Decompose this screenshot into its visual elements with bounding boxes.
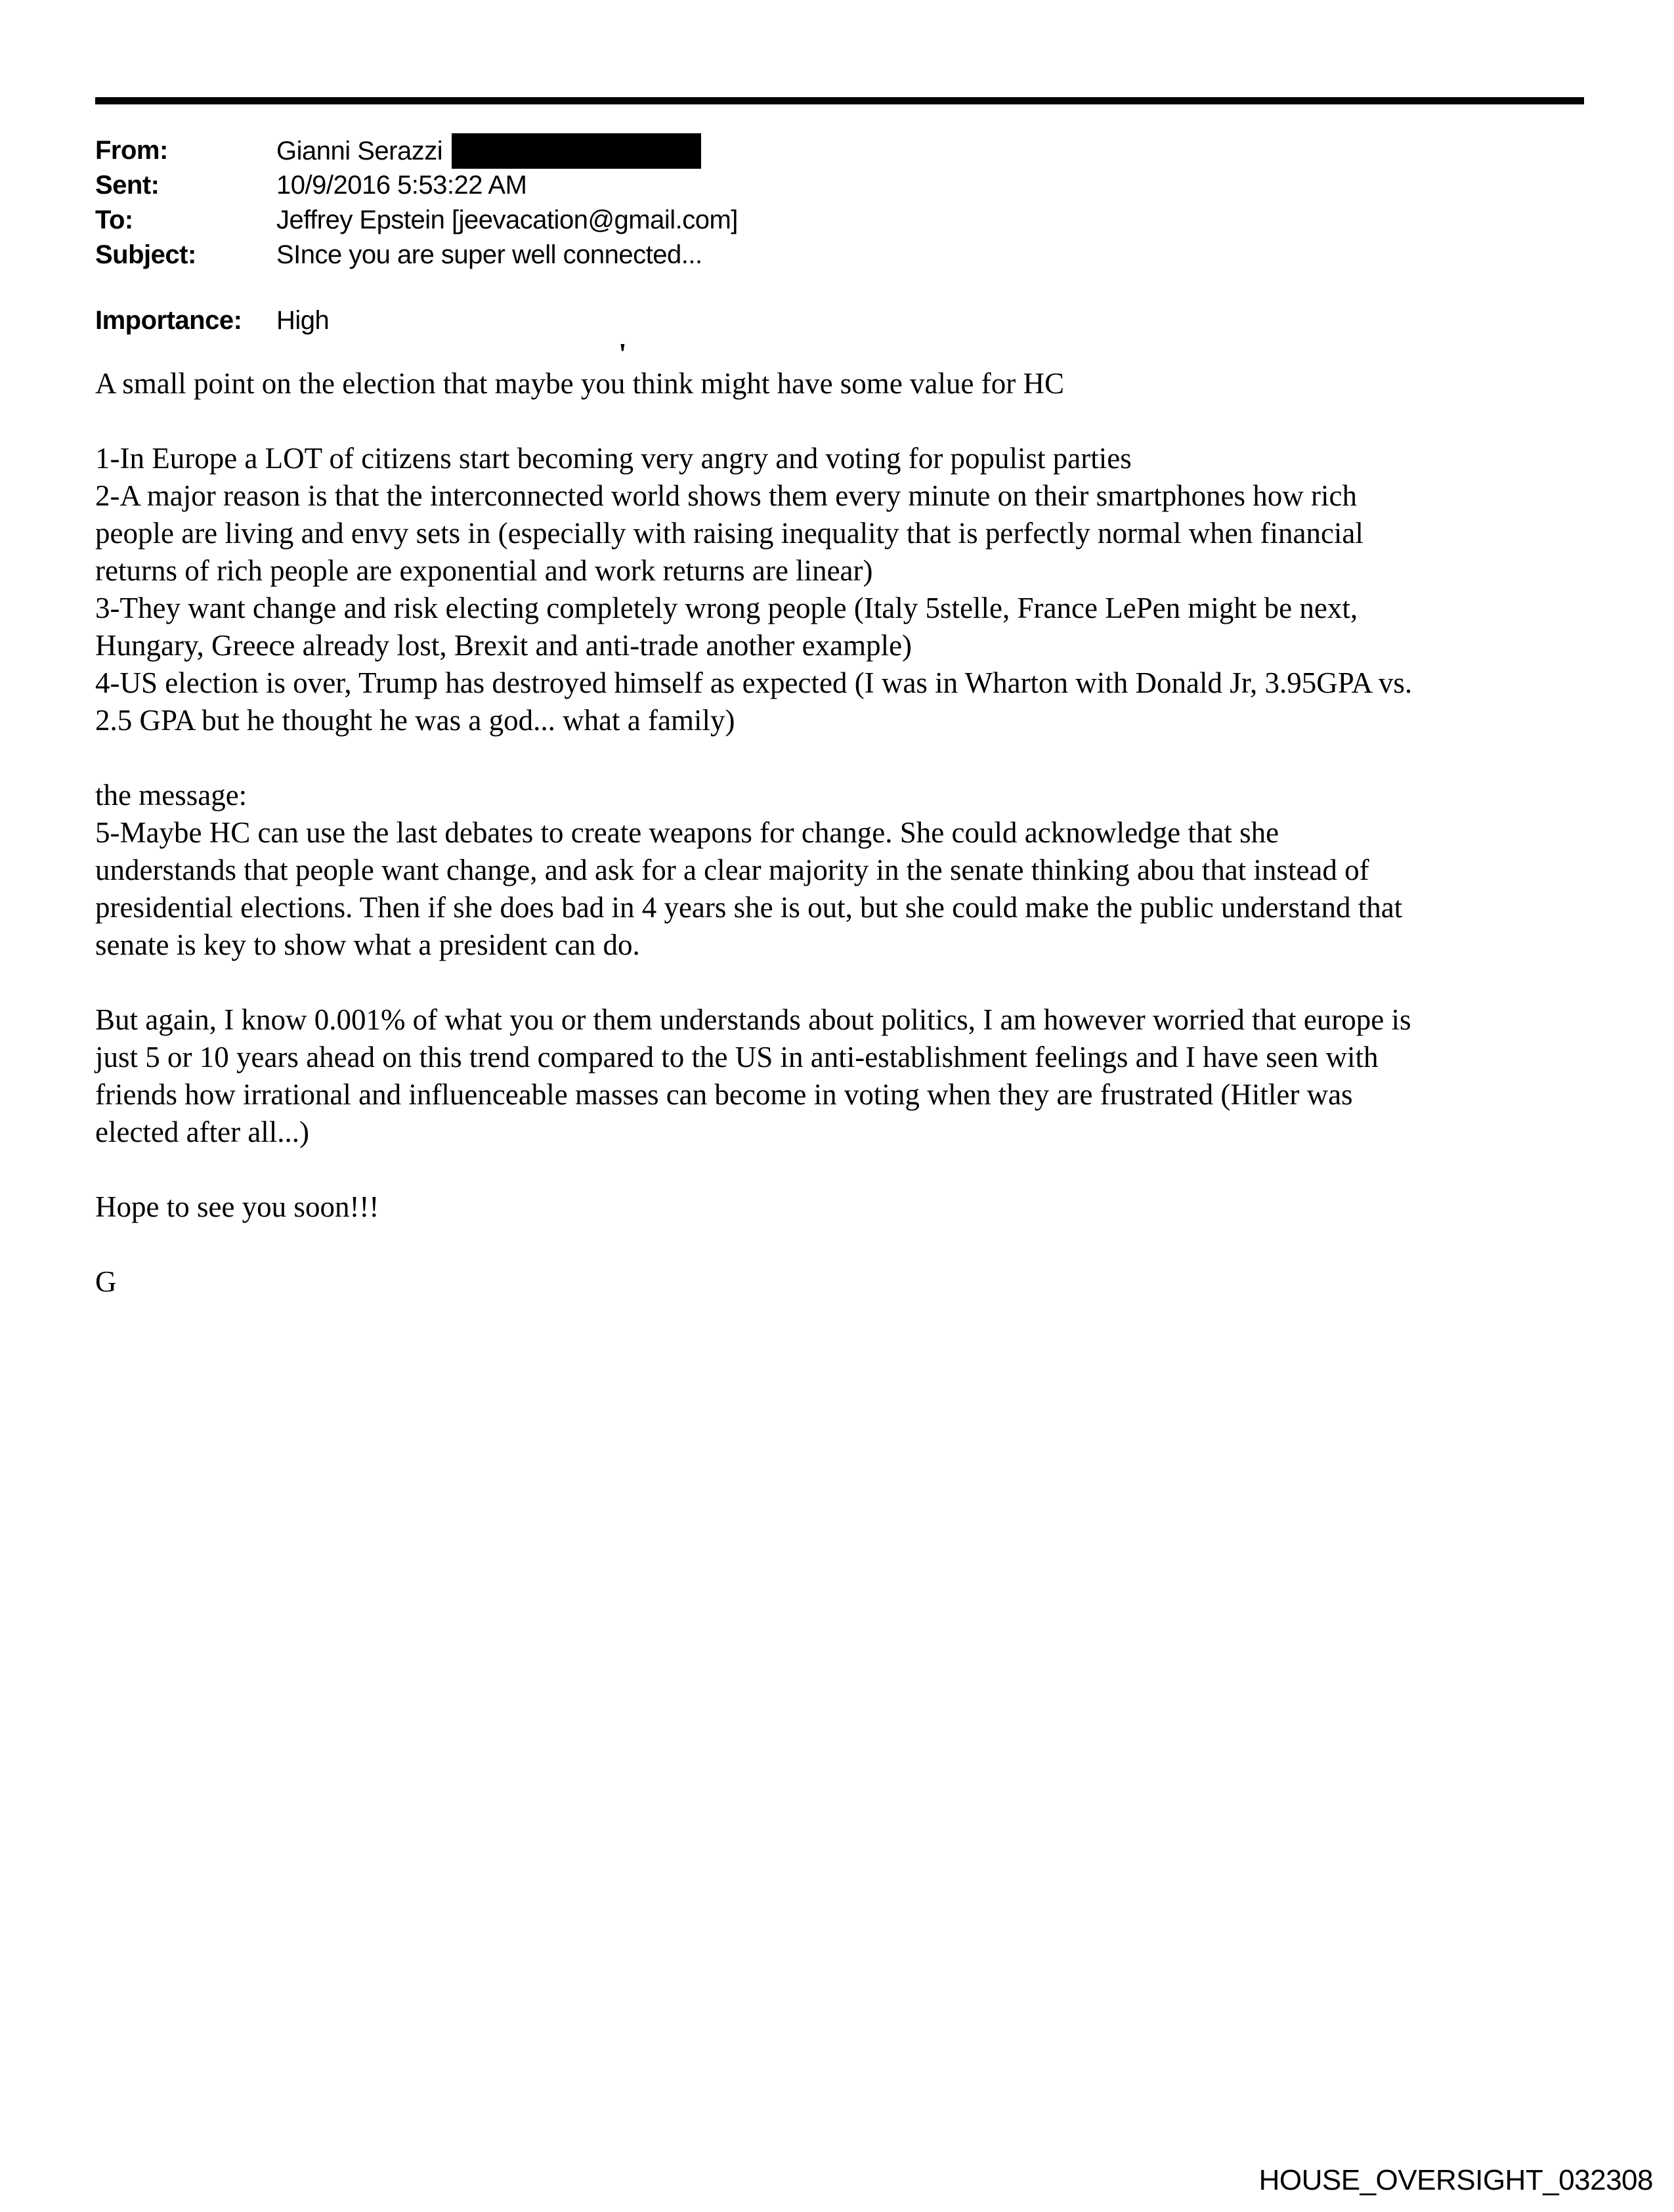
email-header xyxy=(95,133,738,338)
body-line: returns of rich people are exponential and work returns are linear) xyxy=(95,554,873,587)
body-line: 1-In Europe a LOT of citizens start becoming very angry and voting for populist parties xyxy=(95,442,1132,475)
email-body xyxy=(95,365,1412,1301)
to-label: To: xyxy=(95,206,133,234)
header-row-from xyxy=(95,133,738,168)
bates-stamp: HOUSE_OVERSIGHT_032308 xyxy=(1258,2164,1653,2196)
body-line: 2.5 GPA but he thought he was a god... what a family) xyxy=(95,704,735,737)
body-line: Hungary, Greece already lost, Brexit and anti-trade another example) xyxy=(95,629,912,662)
from-value xyxy=(276,133,701,169)
body-paragraph xyxy=(95,1188,1412,1226)
body-paragraph xyxy=(95,1263,1412,1301)
body-paragraph xyxy=(95,365,1412,402)
body-line: 5-Maybe HC can use the last debates to create weapons for change. She could acknowledge that she xyxy=(95,816,1279,849)
importance-value: High xyxy=(276,306,330,335)
body-line: 3-They want change and risk electing completely wrong people (Italy 5stelle, France LePen might be next, xyxy=(95,592,1358,624)
header-rule xyxy=(95,97,1584,104)
importance-label: Importance: xyxy=(95,306,242,335)
subject-label: Subject: xyxy=(95,240,196,269)
sent-value: 10/9/2016 5:53:22 AM xyxy=(276,171,527,200)
header-row-to xyxy=(95,203,738,238)
header-row-subject xyxy=(95,238,738,272)
body-line: But again, I know 0.001% of what you or them understands about politics, I am however worried that europe is xyxy=(95,1003,1411,1036)
body-paragraph xyxy=(95,1001,1412,1151)
body-line: people are living and envy sets in (especially with raising inequality that is perfectly normal when financial xyxy=(95,517,1363,550)
stray-mark-artifact: ' xyxy=(618,337,627,370)
redaction-bar xyxy=(452,133,701,169)
body-line: 2-A major reason is that the interconnected world shows them every minute on their smartphones how rich xyxy=(95,479,1358,512)
header-row-importance xyxy=(95,303,738,338)
closing-line: Hope to see you soon!!! xyxy=(95,1190,379,1223)
body-paragraph xyxy=(95,777,1412,964)
body-line: presidential elections. Then if she does bad in 4 years she is out, but she could make the public understand that xyxy=(95,891,1403,924)
from-label: From: xyxy=(95,136,168,165)
subject-value: SInce you are super well connected... xyxy=(276,240,702,269)
body-line: elected after all...) xyxy=(95,1116,310,1148)
header-row-sent xyxy=(95,168,738,203)
body-line: just 5 or 10 years ahead on this trend compared to the US in anti-establishment feelings and I have seen with xyxy=(95,1041,1379,1073)
to-value: Jeffrey Epstein [jeevacation@gmail.com] xyxy=(276,206,738,234)
sent-label: Sent: xyxy=(95,171,160,200)
body-line: senate is key to show what a president can do. xyxy=(95,928,640,961)
from-sender-name: Gianni Serazzi xyxy=(276,137,443,165)
signature-initial: G xyxy=(95,1265,117,1298)
body-paragraph xyxy=(95,440,1412,739)
body-line: 4-US election is over, Trump has destroyed himself as expected (I was in Wharton with Donald Jr, 3.95GPA vs. xyxy=(95,666,1413,699)
body-line: understands that people want change, and ask for a clear majority in the senate thinking abou that instead of xyxy=(95,854,1369,886)
body-line: the message: xyxy=(95,779,247,812)
body-line: A small point on the election that maybe you think might have some value for HC xyxy=(95,367,1064,400)
body-line: friends how irrational and influenceable masses can become in voting when they are frustrated (Hitler was xyxy=(95,1078,1353,1111)
